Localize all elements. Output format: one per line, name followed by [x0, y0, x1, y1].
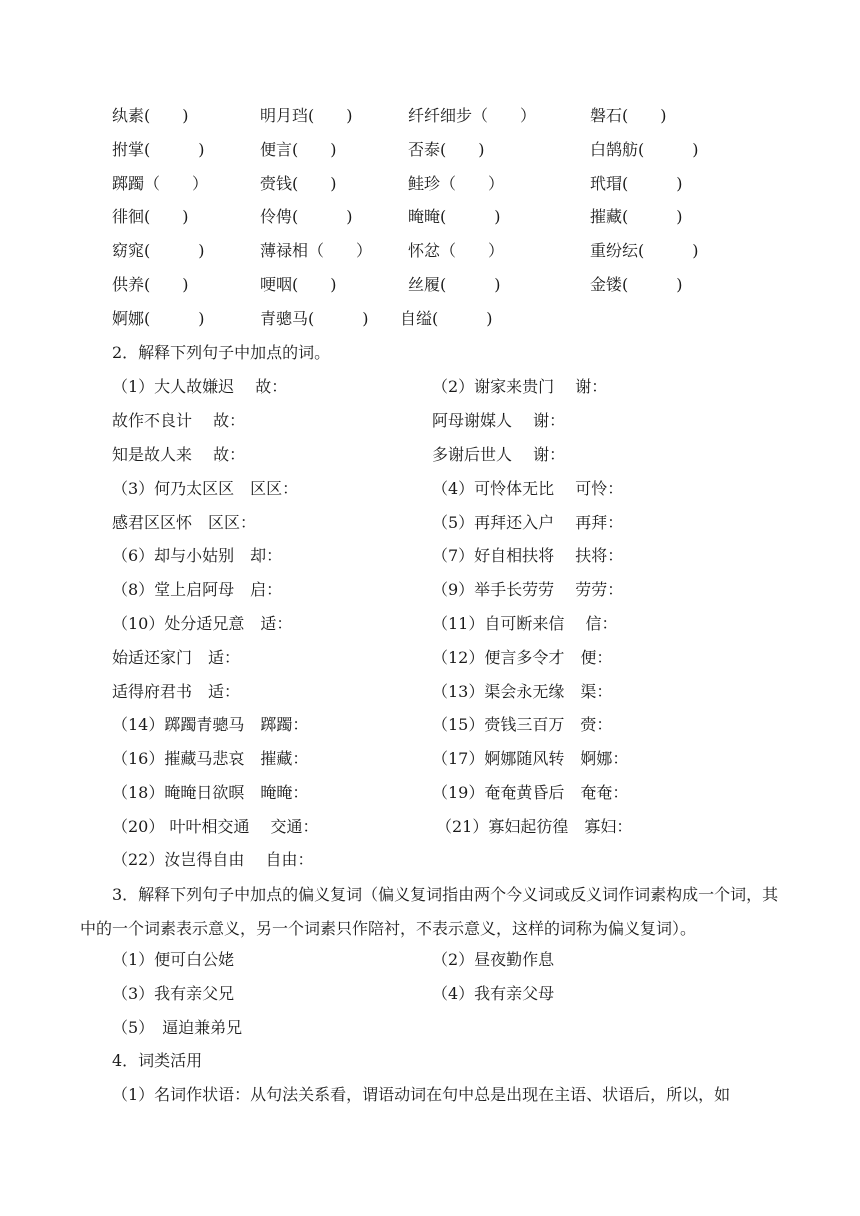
vocab-item: 晻晻( ): [408, 207, 501, 226]
question-item: 知是故人来 故：: [112, 445, 246, 464]
question-item: （5）再拜还入户 再拜：: [432, 513, 624, 532]
vocab-item: 玳瑁( ): [590, 174, 683, 193]
vocab-item: 金镂( ): [590, 275, 683, 294]
question-item: （17）婀娜随风转 婀娜：: [432, 749, 629, 768]
question-item: 多谢后世人 谢：: [432, 445, 566, 464]
question-item: （3）我有亲父兄: [112, 984, 235, 1003]
question-item: 故作不良计 故：: [112, 411, 246, 430]
question-item: （19）奄奄黄昏后 奄奄：: [432, 783, 629, 802]
question-item: （22）汝岂得自由 自由：: [112, 850, 314, 869]
vocab-item: 拊掌( ): [112, 140, 205, 159]
question-item: （4）可怜体无比 可怜：: [432, 479, 624, 498]
section-4-heading: 4．词类活用: [112, 1051, 203, 1070]
vocab-item: 磐石( ): [590, 106, 667, 125]
question-item: （4）我有亲父母: [432, 984, 555, 1003]
vocab-item: 否泰( ): [408, 140, 485, 159]
vocab-item: 纤纤细步（ ）: [408, 106, 537, 125]
vocab-item: 怀忿（ ）: [408, 241, 505, 260]
section-4-item-1: （1）名词作状语：从句法关系看，谓语动词在句中总是出现在主语、状语后，所以，如: [112, 1085, 731, 1104]
question-item: （1）大人故嫌迟 故：: [112, 377, 288, 396]
question-item: 阿母谢媒人 谢：: [432, 411, 566, 430]
section-3-intro: 3．解释下列句子中加点的偏义复词（偏义复词指由两个今义词或反义词作词素构成一个词，其中的一个词素表示意义，另一个词素只作陪衬，不表示意义，这样的词称为偏义复词）。: [80, 885, 779, 938]
vocab-item: 窈窕( ): [112, 241, 205, 260]
question-item: （14）踯躅青骢马 踯躅：: [112, 715, 309, 734]
vocab-item: 踯躅（ ）: [112, 174, 209, 193]
section-2-heading: 2．解释下列句子中加点的词。: [112, 343, 331, 362]
vocab-item: 鲑珍（ ）: [408, 174, 505, 193]
question-item: （5） 逼迫兼弟兄: [112, 1018, 243, 1037]
vocab-item: 赍钱( ): [260, 174, 337, 193]
vocab-item: 明月珰( ): [260, 106, 353, 125]
vocab-item: 供养( ): [112, 275, 189, 294]
question-item: （13）渠会永无缘 渠：: [432, 682, 613, 701]
vocab-item: 徘徊( ): [112, 207, 189, 226]
question-item: （2）昼夜勤作息: [432, 950, 555, 969]
vocab-item: 便言( ): [260, 140, 337, 159]
vocab-item: 摧藏( ): [590, 207, 683, 226]
vocab-item: 薄禄相（ ）: [260, 241, 373, 260]
question-item: （16）摧藏马悲哀 摧藏：: [112, 749, 309, 768]
question-item: （18）晻晻日欲暝 晻晻：: [112, 783, 309, 802]
question-item: （8）堂上启阿母 启：: [112, 580, 283, 599]
question-item: （2）谢家来贵门 谢：: [432, 377, 608, 396]
question-item: （7）好自相扶将 扶将：: [432, 546, 624, 565]
question-item: （3）何乃太区区 区区：: [112, 479, 299, 498]
question-item: （10）处分适兄意 适：: [112, 614, 293, 633]
vocab-item: 自缢( ): [400, 309, 493, 328]
vocab-item: 婀娜( ): [112, 309, 205, 328]
question-item: 始适还家门 适：: [112, 648, 241, 667]
question-item: （15）赍钱三百万 赍：: [432, 715, 613, 734]
vocab-item: 白鹄舫( ): [590, 140, 699, 159]
question-item: 适得府君书 适：: [112, 682, 241, 701]
vocab-item: 哽咽( ): [260, 275, 337, 294]
question-item: （21）寡妇起彷徨 寡妇：: [436, 817, 633, 836]
question-item: （20） 叶叶相交通 交通：: [112, 817, 319, 836]
question-item: （9）举手长劳劳 劳劳：: [432, 580, 624, 599]
vocab-item: 重纷纭( ): [590, 241, 699, 260]
question-item: （1）便可白公姥: [112, 950, 235, 969]
vocab-item: 纨素( ): [112, 106, 189, 125]
vocab-item: 伶俜( ): [260, 207, 353, 226]
question-item: 感君区区怀 区区：: [112, 513, 257, 532]
vocab-item: 青骢马( ): [260, 309, 369, 328]
question-item: （11）自可断来信 信：: [432, 614, 618, 633]
question-item: （6）却与小姑别 却：: [112, 546, 283, 565]
vocab-item: 丝履( ): [408, 275, 501, 294]
question-item: （12）便言多令才 便：: [432, 648, 613, 667]
